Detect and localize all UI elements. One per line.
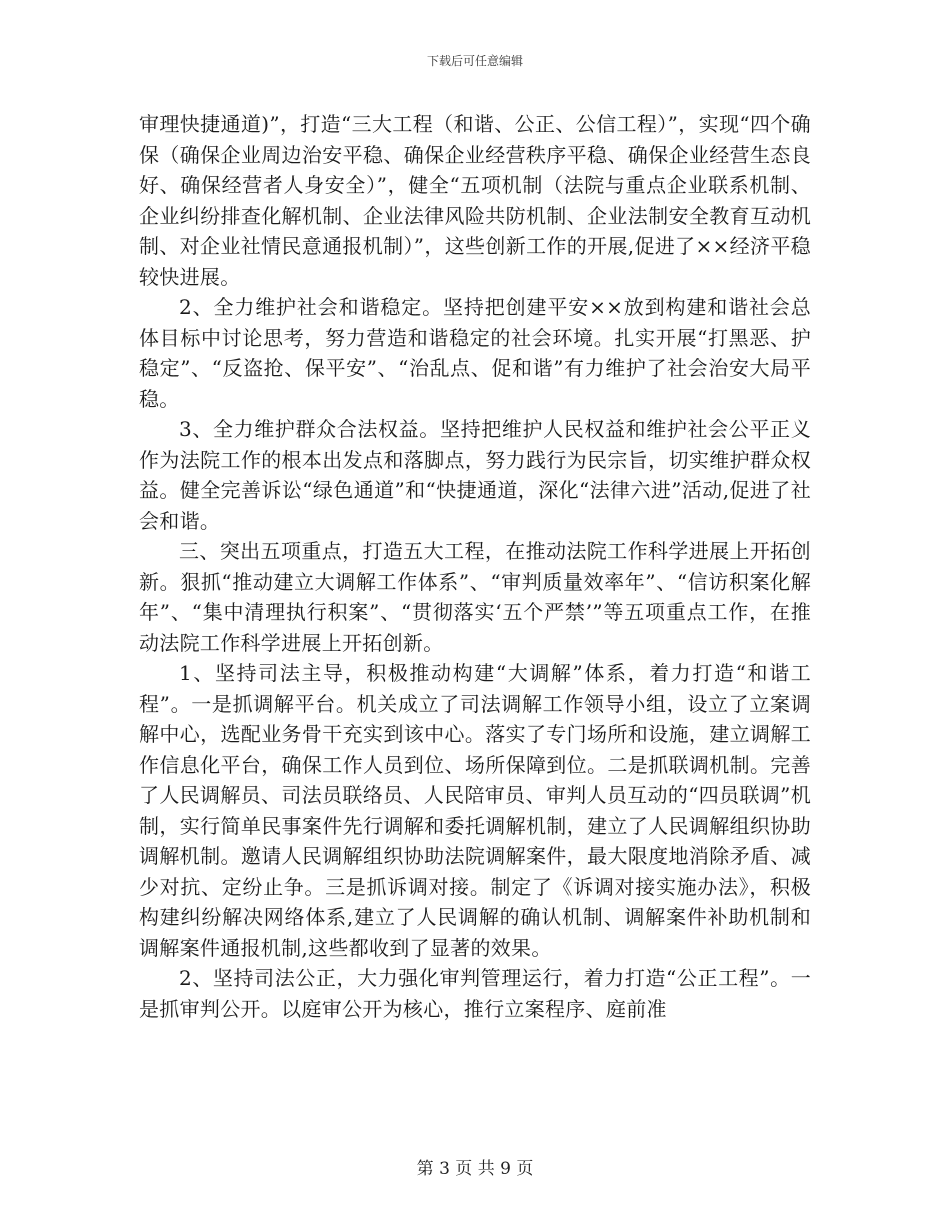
paragraph-continuation: 审理快捷通道)”，打造“三大工程（和谐、公正、公信工程）”，实现“四个确保（确保企业周边治安平稳、确保企业经营秩序平稳、确保企业经营生态良好、确保经营者人身安全）”，健全“五项机制（法院与重点企业联系机制、企业纠纷排查化解机制、企业法律风险共防机制、企业法制安全教育互动机制、对企业社情民意通报机制）”，这些创新工作的开展,促进了××经济平稳较快进展。 (139, 112, 811, 289)
paragraph-section-three: 三、突出五项重点，打造五大工程，在推动法院工作科学进展上开拓创新。狠抓“推动建立大调解工作体系”、“审判质量效率年”、“信访积案化解年”、“集中清理执行积案”、“贯彻落实‘五个严禁’”等五项重点工作，在推动法院工作科学进展上开拓创新。 (139, 539, 811, 655)
paragraph-social-harmony: 2、全力维护社会和谐稳定。坚持把创建平安××放到构建和谐社会总体目标中讨论思考，努力营造和谐稳定的社会环境。扎实开展“打黑恶、护稳定”、“反盗抢、保平安”、“治乱点、促和谐”有力维护了社会治安大局平稳。 (139, 295, 811, 411)
document-body (139, 109, 811, 1024)
paragraph-judicial-fairness: 2、坚持司法公正，大力强化审判管理运行，着力打造“公正工程”。一是抓审判公开。以庭审公开为核心，推行立案程序、庭前准 (139, 966, 811, 1021)
paragraph-mediation: 1、坚持司法主导，积极推动构建“大调解”体系，着力打造“和谐工程”。一是抓调解平台。机关成立了司法调解工作领导小组，设立了立案调解中心，选配业务骨干充实到该中心。落实了专门场所和设施，建立调解工作信息化平台，确保工作人员到位、场所保障到位。二是抓联调机制。完善了人民调解员、司法员联络员、人民陪审员、审判人员互动的“四员联调”机制，实行简单民事案件先行调解和委托调解机制，建立了人民调解组织协助调解机制。邀请人民调解组织协助法院调解案件，最大限度地消除矛盾、减少对抗、定纷止争。三是抓诉调对接。制定了《诉调对接实施办法》，积极构建纠纷解决网络体系,建立了人民调解的确认机制、调解案件补助机制和调解案件通报机制,这些都收到了显著的效果。 (139, 661, 811, 960)
page-number: 第 3 页 共 9 页 (416, 1159, 534, 1179)
paragraph-public-rights: 3、全力维护群众合法权益。坚持把维护人民权益和维护社会公平正义作为法院工作的根本出发点和落脚点，努力践行为民宗旨，切实维护群众权益。健全完善诉讼“绿色通道”和“快捷通道，深化“法律六进”活动,促进了社会和谐。 (139, 417, 811, 533)
page-header: 下载后可任意编辑 (426, 54, 523, 68)
